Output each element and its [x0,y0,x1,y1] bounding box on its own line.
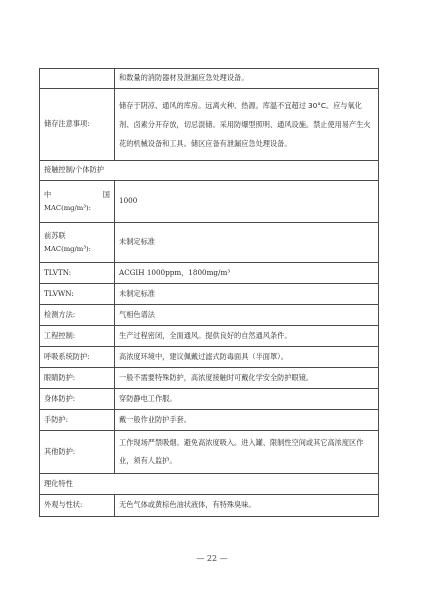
row-value: 高浓度环境中，建议佩戴过滤式防毒面具（半面罩）。 [115,347,379,368]
row-value: 1000 [115,181,379,223]
table-row [40,347,379,368]
empty-label-cell [40,69,115,89]
table-row [40,263,379,284]
row-value: 未制定标准 [115,284,379,305]
table-row [40,326,379,347]
table-row [40,495,379,517]
row-value: 生产过程密闭，全面通风。提供良好的自然通风条件。 [115,326,379,347]
row-label: 身体防护: [40,389,115,410]
row-label [40,223,115,263]
row-value: 工作现场严禁吸烟。避免高浓度吸入。进入罐、限制性空间或其它高浓度区作业，须有人监护。 [115,431,379,474]
row-value: 储存于阴凉、通风的库房。远离火种、热源。库温不宜超过 30°C。应与氧化剂、卤素分开存放，切忌混储。采用防爆型照明、通风设施。禁止使用易产生火花的机械设备和工具。储区应备有泄漏应急处理设备。 [115,89,379,161]
table-row [40,305,379,326]
row-value: 无色气体或黄棕色油状液体，有特殊臭味。 [115,495,379,517]
row-label [40,181,115,223]
table-row [40,389,379,410]
row-label: 手防护: [40,410,115,431]
section-header-row [40,474,379,495]
label-part-mac: MAC(mg/m³): [44,203,91,212]
section-header: 理化特性 [40,474,379,495]
row-value: 一般不需要特殊防护，高浓度接触时可戴化学安全防护眼镜。 [115,368,379,389]
msds-table [39,68,379,517]
continued-text: 和数量的消防器材及泄漏应急处理设备。 [115,69,379,89]
section-header-row [40,161,379,181]
row-label: 呼吸系统防护: [40,347,115,368]
row-label: 外观与性状: [40,495,115,517]
row-value: 穿防静电工作服。 [115,389,379,410]
table-row [40,89,379,161]
row-value: 气相色谱法 [115,305,379,326]
row-value: 未制定标准 [115,223,379,263]
label-part-guo: 国 [102,190,110,199]
row-value: ACGIH 1000ppm，1800mg/m³ [115,263,379,284]
table-row [40,181,379,223]
label-part-mac: MAC(mg/m³): [44,244,91,253]
row-label: 检测方法: [40,305,115,326]
table-row [40,284,379,305]
row-label: 储存注意事项: [40,89,115,161]
table-row [40,368,379,389]
row-label: 眼睛防护: [40,368,115,389]
row-label: TLVWN: [40,284,115,305]
row-label: 其他防护: [40,431,115,474]
table-row [40,223,379,263]
label-part-zhong: 中 [44,190,52,199]
row-value: 戴一般作业防护手套。 [115,410,379,431]
row-label: TLVTN: [40,263,115,284]
table-row [40,69,379,89]
label-part-country: 前苏联 [44,231,66,240]
section-header: 接触控制/个体防护 [40,161,379,181]
table-row [40,431,379,474]
row-label: 工程控制: [40,326,115,347]
page-number: — 22 — [196,554,228,563]
table-row [40,410,379,431]
